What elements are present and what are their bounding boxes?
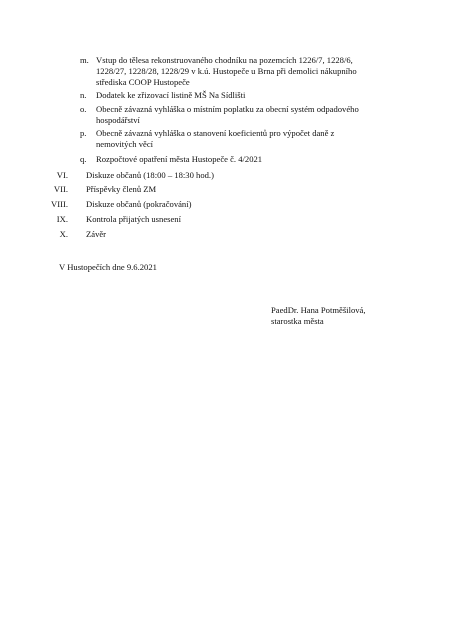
item-marker: VII. — [53, 184, 68, 194]
agenda-item-viii — [40, 199, 360, 211]
subitem-marker: p. — [80, 128, 87, 138]
item-text: Kontrola přijatých usnesení — [86, 214, 181, 224]
place-and-date: V Hustopečích dne 9.6.2021 — [59, 262, 157, 272]
subitem-line: Obecně závazná vyhláška o stanovení koeficientů pro výpočet daně z — [96, 128, 335, 138]
signatory-title: starostka města — [271, 316, 324, 326]
item-text: Diskuze občanů (18:00 – 18:30 hod.) — [86, 170, 214, 180]
agenda-item-ix — [40, 214, 360, 226]
subitem-marker: q. — [80, 154, 87, 164]
item-text: Diskuze občanů (pokračování) — [86, 199, 192, 209]
item-text: Příspěvky členů ZM — [86, 184, 157, 194]
signature-block — [271, 305, 366, 327]
subitem-marker: n. — [80, 90, 87, 100]
agenda-item-vii — [40, 184, 360, 196]
subitem-line: hospodářství — [96, 115, 140, 125]
subitem-text — [96, 90, 392, 101]
item-marker: VIII. — [51, 199, 68, 209]
subitem-text — [96, 128, 392, 150]
subitem-text — [96, 154, 392, 165]
subitem-line: Vstup do tělesa rekonstruovaného chodníku na pozemcích 1226/7, 1228/6, — [96, 55, 353, 65]
item-marker: VI. — [56, 170, 68, 180]
subitem-marker: o. — [80, 104, 87, 114]
item-text: Závěr — [86, 229, 107, 239]
signatory-name: PaedDr. Hana Potměšilová, — [271, 305, 366, 315]
subitem-line: Obecně závazná vyhláška o místním poplatku za obecní systém odpadového — [96, 104, 359, 114]
subitem-text — [96, 55, 392, 88]
agenda-item-vi — [40, 170, 360, 182]
item-marker: IX. — [56, 214, 68, 224]
subitem-line: Dodatek ke zřizovací listině MŠ Na Sídlišti — [96, 90, 246, 100]
subitem-marker: m. — [80, 55, 89, 65]
subitem-line: Rozpočtové opatření města Hustopeče č. 4/2021 — [96, 154, 263, 164]
subitem-line: 1228/27, 1228/28, 1228/29 v k.ú. Hustopeče u Brna při demolici nákupního — [96, 66, 357, 76]
item-marker: X. — [59, 229, 68, 239]
subitem-text — [96, 104, 392, 126]
agenda-item-x — [40, 229, 360, 241]
subitem-line: nemovitých věcí — [96, 139, 154, 149]
subitem-line: střediska COOP Hustopeče — [96, 77, 190, 87]
